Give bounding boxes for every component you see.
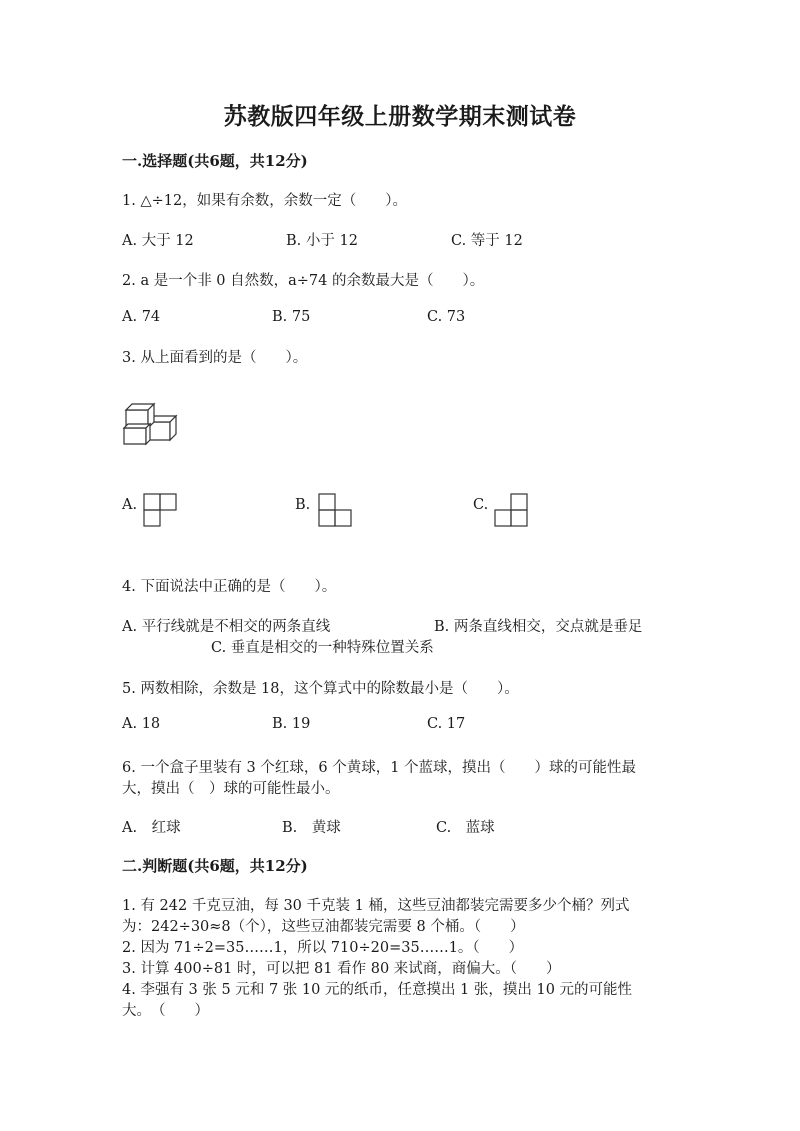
q6-option-b: B. 黄球 [282, 820, 341, 836]
q1-option-a: A. 大于 12 [122, 233, 194, 249]
question-4: 4. 下面说法中正确的是（ ）。 [122, 579, 337, 595]
judgement-1-line-2: 为：242÷30≈8（个），这些豆油都装完需要 8 个桶。（ ） [122, 919, 525, 935]
q4-option-a: A. 平行线就是不相交的两条直线 [122, 619, 331, 635]
q2-option-c: C. 73 [427, 309, 466, 325]
q1-option-b: B. 小于 12 [286, 233, 358, 249]
q2-option-b: B. 75 [272, 309, 311, 325]
judgement-1-line-1: 1. 有 242 千克豆油，每 30 千克装 1 桶，这些豆油都装完需要多少个桶？列式 [122, 898, 630, 914]
question-2: 2. a 是一个非 0 自然数，a÷74 的余数最大是（ ）。 [122, 273, 485, 289]
q5-option-c: C. 17 [427, 716, 466, 732]
q3-option-b-figure [318, 493, 354, 529]
q3-option-a-figure [143, 493, 179, 529]
q2-option-a: A. 74 [122, 309, 161, 325]
cube-stack-figure [120, 400, 182, 446]
page-title: 苏教版四年级上册数学期末测试卷 [223, 103, 577, 130]
q5-option-a: A. 18 [122, 716, 161, 732]
q4-option-c: C. 垂直是相交的一种特殊位置关系 [211, 640, 434, 656]
q4-option-b: B. 两条直线相交，交点就是垂足 [434, 619, 643, 635]
judgement-4-line-1: 4. 李强有 3 张 5 元和 7 张 10 元的纸币，任意摸出 1 张，摸出 10 元的可能性 [122, 982, 633, 998]
question-5: 5. 两数相除，余数是 18，这个算式中的除数最小是（ ）。 [122, 681, 519, 697]
q3-option-c-label: C. [473, 497, 489, 513]
q6-option-c: C. 蓝球 [436, 820, 495, 836]
q3-option-b-label: B. [295, 497, 311, 513]
judgement-4-line-2: 大。 （ ） [122, 1003, 209, 1019]
q5-option-b: B. 19 [272, 716, 311, 732]
q1-option-c: C. 等于 12 [451, 233, 523, 249]
judgement-3: 3. 计算 400÷81 时，可以把 81 看作 80 来试商，商偏大。（ ） [122, 961, 561, 977]
section-heading-judgement: 二.判断题(共6题，共12分) [122, 857, 308, 875]
question-6-line-2: 大，摸出（ ）球的可能性最小。 [122, 781, 340, 797]
judgement-2: 2. 因为 71÷2=35……1，所以 710÷20=35……1。（ ） [122, 940, 524, 956]
question-1: 1. △÷12，如果有余数，余数一定（ ）。 [122, 193, 407, 209]
question-6-line-1: 6. 一个盒子里装有 3 个红球，6 个黄球，1 个蓝球，摸出（ ）球的可能性最 [122, 760, 637, 776]
q6-option-a: A. 红球 [122, 820, 181, 836]
question-3: 3. 从上面看到的是（ ）。 [122, 350, 308, 366]
section-heading-choice: 一.选择题(共6题，共12分) [122, 152, 308, 170]
q3-option-a-label: A. [122, 497, 138, 513]
q3-option-c-figure [494, 493, 530, 529]
